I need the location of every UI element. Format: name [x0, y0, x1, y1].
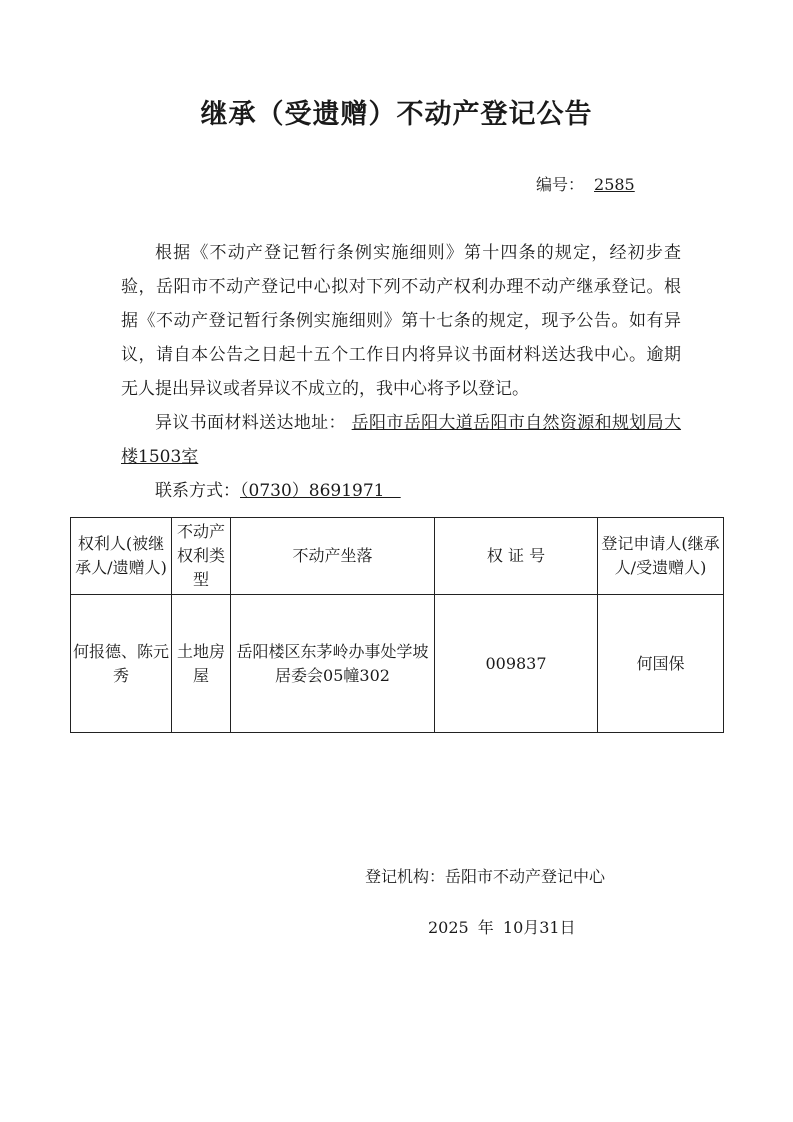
serial-value: 2585 — [594, 175, 635, 194]
header-certificate-no: 权 证 号 — [435, 518, 598, 595]
notice-date: 2025 年 10月31日 — [428, 918, 576, 937]
serial-label: 编号： — [536, 175, 585, 194]
objection-address — [121, 406, 681, 474]
header-applicant: 登记申请人(继承人/受遗赠人) — [598, 518, 724, 595]
registration-authority — [365, 864, 605, 887]
header-right-type: 不动产权利类型 — [172, 518, 231, 595]
cell-right-type: 土地房屋 — [172, 595, 231, 733]
table-row — [71, 595, 724, 733]
notice-title: 继承（受遗赠）不动产登记公告 — [200, 99, 593, 130]
header-right-holder: 权利人(被继承人/遗赠人) — [71, 518, 172, 595]
notice-body — [121, 236, 681, 508]
contact-info — [121, 474, 681, 508]
table-header-row — [71, 518, 724, 595]
header-location: 不动产坐落 — [231, 518, 435, 595]
address-value: 岳阳市岳阳大道岳阳市自然资源和规划局大楼1503室 — [121, 413, 682, 467]
org-value: 岳阳市不动产登记中心 — [445, 867, 606, 886]
cell-applicant: 何国保 — [598, 595, 724, 733]
cell-location: 岳阳楼区东茅岭办事处学坡居委会05幢302 — [231, 595, 435, 733]
registration-table — [70, 517, 724, 733]
address-label: 异议书面材料送达地址： — [155, 413, 346, 433]
contact-value: （0730）8691971 — [240, 481, 385, 501]
org-label: 登记机构： — [365, 867, 446, 886]
contact-label: 联系方式： — [155, 481, 240, 501]
cell-certificate-no: 009837 — [435, 595, 598, 733]
serial-number — [536, 172, 635, 195]
cell-right-holder: 何报德、陈元秀 — [71, 595, 172, 733]
notice-paragraph: 根据《不动产登记暂行条例实施细则》第十四条的规定，经初步查验，岳阳市不动产登记中心拟对下列不动产权利办理不动产继承登记。根据《不动产登记暂行条例实施细则》第十七条的规定，现予公告。如有异议，请自本公告之日起十五个工作日内将异议书面材料送达我中心。逾期无人提出异议或者异议不成立的，我中心将予以登记。 — [121, 243, 681, 399]
